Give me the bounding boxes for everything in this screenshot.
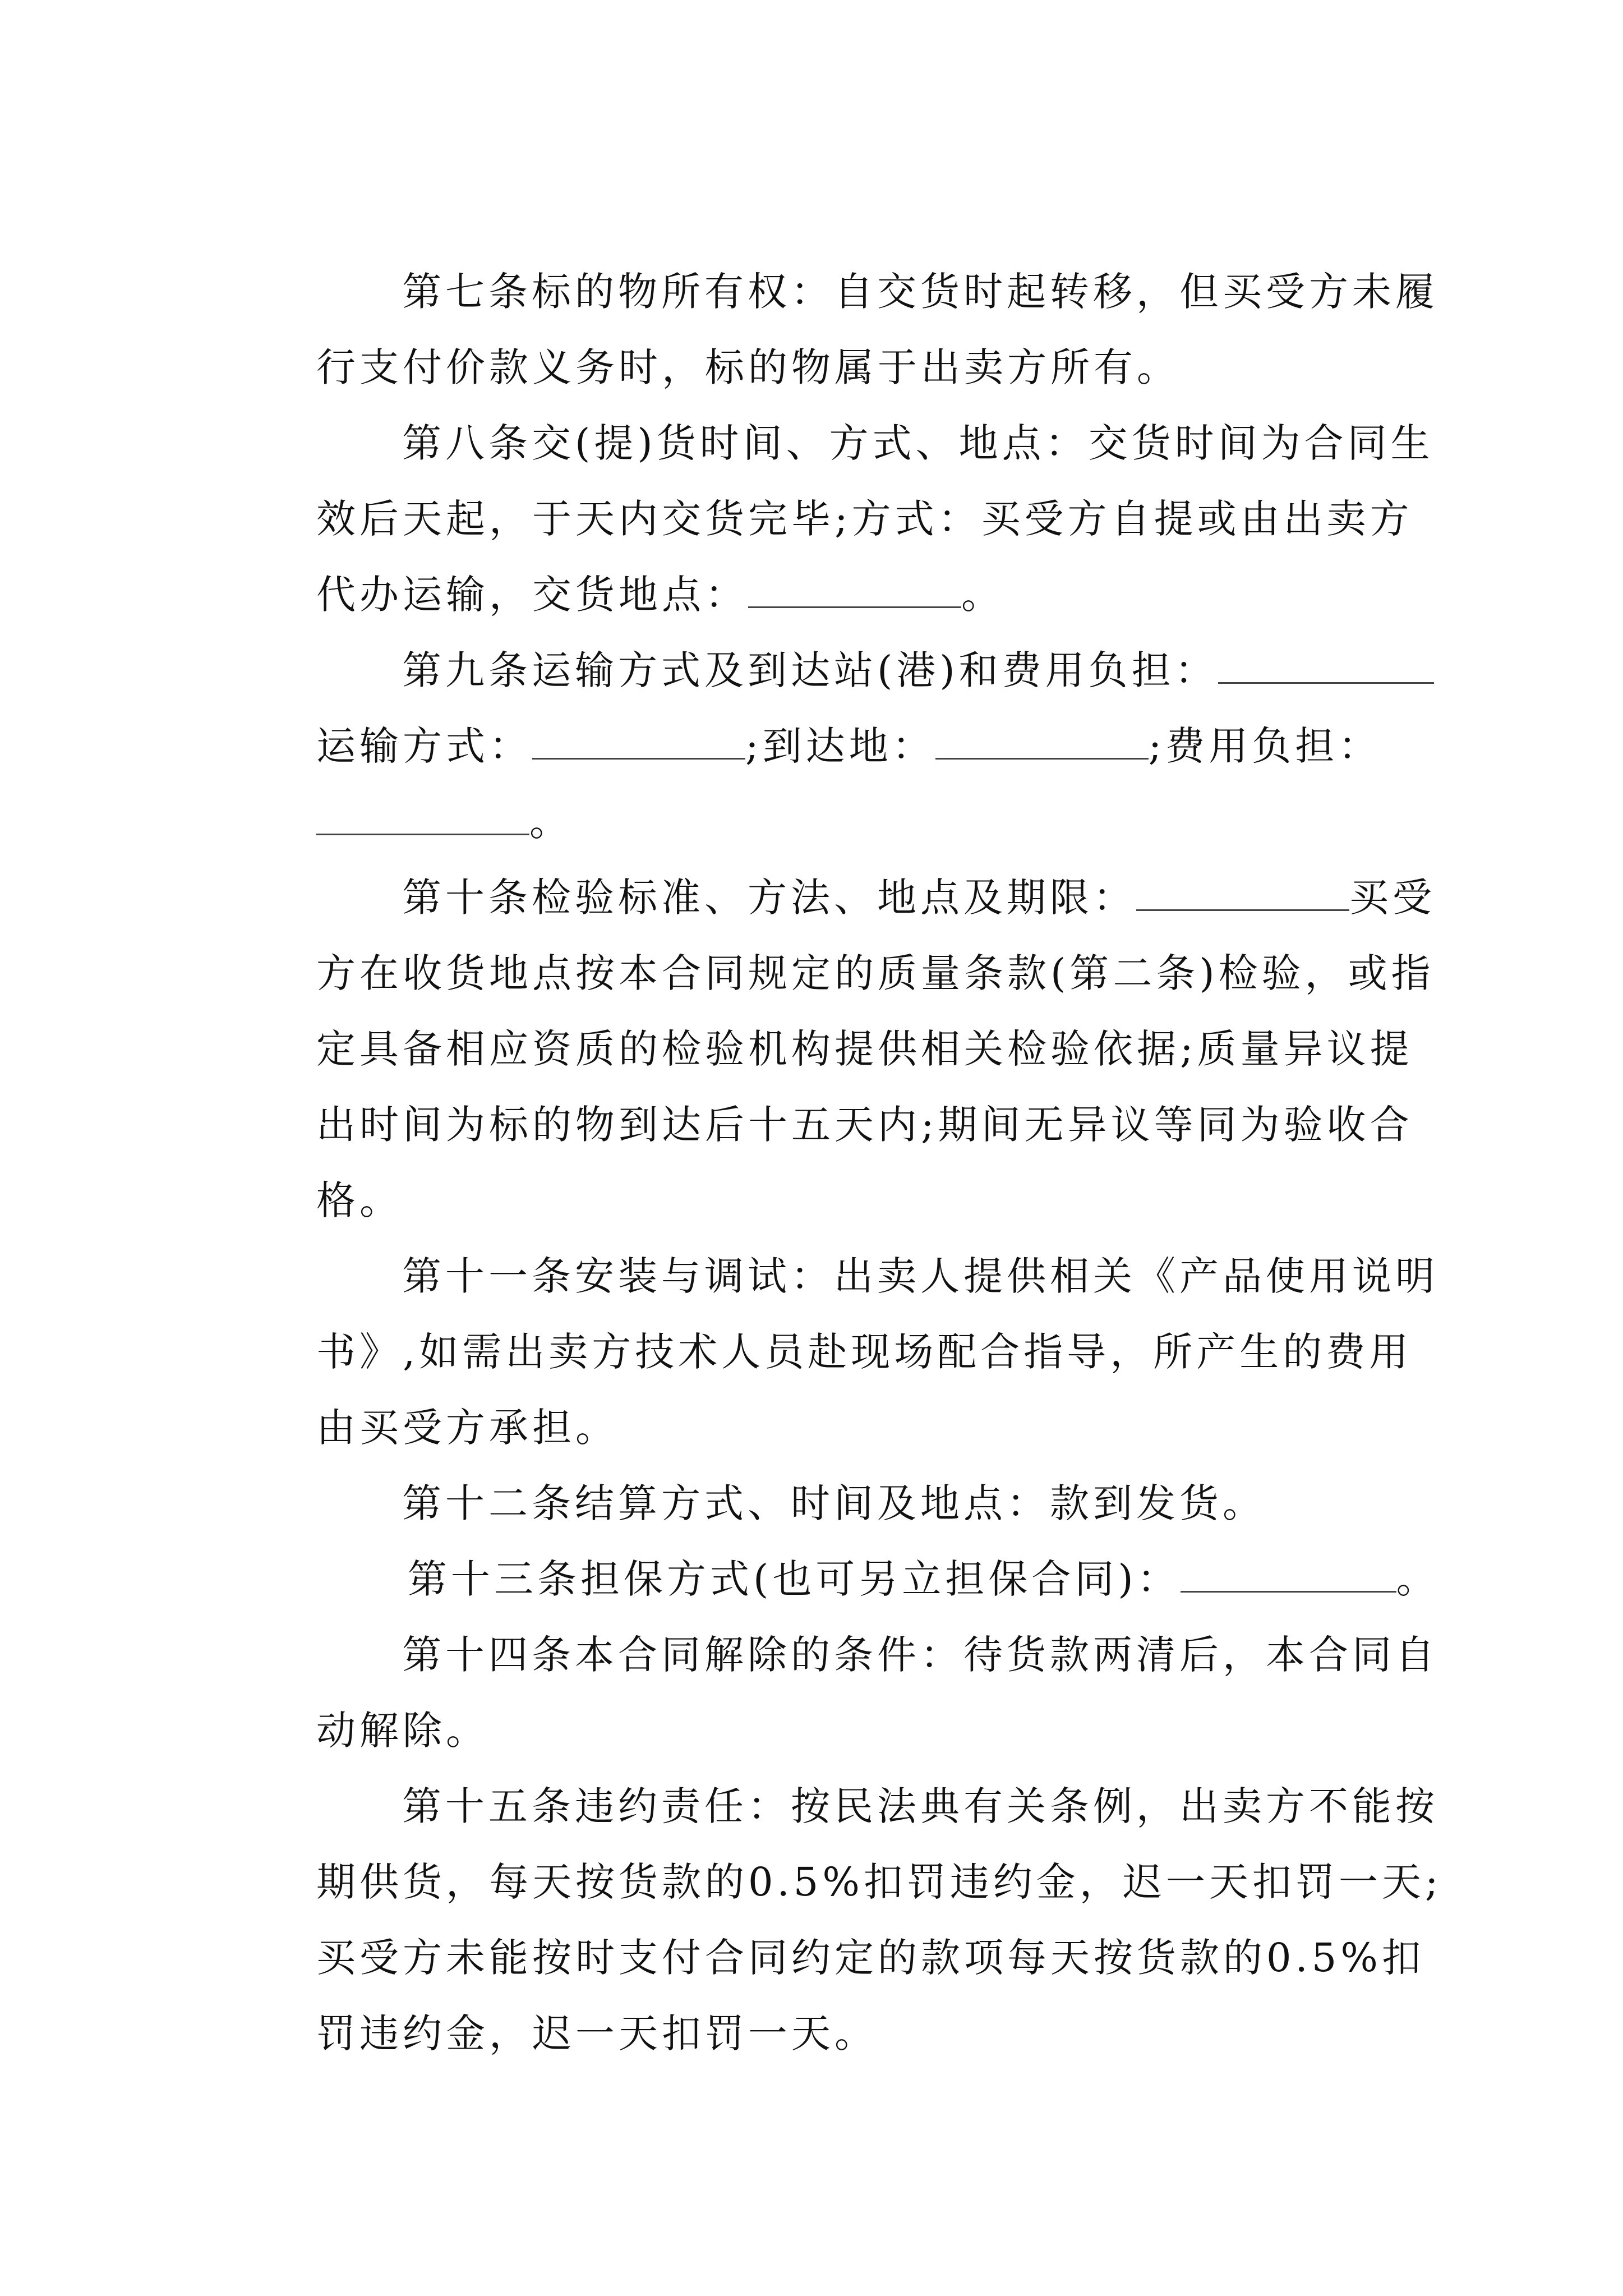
cost-bearing-label: ;费用负担： — [1148, 723, 1382, 769]
article-15-line-3: 买受方未能按时支付合同约定的款项每天按货款的0.5%扣 — [316, 1935, 1425, 1981]
text-line-20 — [251, 1655, 1623, 1754]
text-line-16 — [251, 1352, 1623, 1451]
text-line-19 — [336, 1579, 1623, 1678]
text-line-18 — [342, 1503, 1623, 1602]
article-13: 第十三条担保方式(也可另立担保合同)： — [408, 1556, 1181, 1602]
article-15-line-2: 期供货，每天按货款的0.5%扣罚违约金，迟一天扣罚一天; — [316, 1859, 1442, 1905]
article-10-line-4: 出时间为标的物到达后十五天内;期间无异议等同为验收合 — [316, 1102, 1413, 1148]
period: 。 — [961, 572, 1005, 618]
text-line-9 — [336, 822, 1623, 921]
text-line-13 — [251, 1125, 1623, 1223]
article-12: 第十二条结算方式、时间及地点：款到发货。 — [402, 1480, 1266, 1526]
article-10-line-1: 第十条检验标准、方法、地点及期限： — [402, 875, 1137, 921]
text-line-6 — [336, 595, 1623, 693]
text-line-17 — [336, 1428, 1623, 1526]
period: 。 — [529, 799, 573, 845]
destination-label: ;到达地： — [745, 723, 935, 769]
text-line-4 — [251, 443, 1623, 542]
article-7-line-2: 行支付价款义务时，标的物属于出卖方所有。 — [316, 344, 1181, 390]
article-10-line-5: 格。 — [316, 1177, 403, 1223]
text-line-8 — [251, 746, 1623, 845]
article-8-line-3: 代办运输，交货地点： — [316, 572, 749, 618]
text-line-5 — [251, 519, 1623, 618]
text-line-15 — [251, 1276, 1623, 1375]
period: 。 — [1396, 1556, 1440, 1602]
text-line-12 — [251, 1049, 1623, 1148]
text-line-22 — [251, 1806, 1623, 1905]
article-10-line-3: 定具备相应资质的检验机构提供相关检验依据;质量异议提 — [316, 1026, 1413, 1072]
article-15-line-4: 罚违约金，迟一天扣罚一天。 — [316, 2010, 878, 2056]
text-line-3 — [336, 367, 1623, 466]
article-10-line-1-end: 买受 — [1349, 875, 1436, 921]
article-7-line-1: 第七条标的物所有权：自交货时起转移，但买受方未履 — [402, 269, 1439, 315]
article-10-line-2: 方在收货地点按本合同规定的质量条款(第二条)检验，或指 — [316, 950, 1435, 996]
text-line-2 — [251, 292, 1623, 390]
article-8-line-1: 第八条交(提)货时间、方式、地点：交货时间为合同生 — [402, 420, 1434, 466]
article-9-line-1: 第九条运输方式及到达站(港)和费用负担： — [402, 647, 1218, 693]
text-line-10 — [251, 898, 1623, 996]
text-line-23 — [251, 1882, 1623, 1981]
text-line-11 — [251, 973, 1623, 1072]
article-15-line-1: 第十五条违约责任：按民法典有关条例，出卖方不能按 — [402, 1783, 1439, 1829]
article-14-line-1: 第十四条本合同解除的条件：待货款两清后，本合同自 — [402, 1632, 1439, 1678]
text-line-21 — [336, 1731, 1623, 1829]
article-11-line-3: 由买受方承担。 — [316, 1405, 619, 1451]
article-8-line-2: 效后天起，于天内交货完毕;方式：买受方自提或由出卖方 — [316, 496, 1413, 542]
text-line-24 — [251, 1958, 1623, 2056]
text-line-7 — [251, 670, 1623, 769]
text-line-1 — [336, 216, 1623, 315]
article-11-line-2: 书》,如需出卖方技术人员赴现场配合指导，所产生的费用 — [316, 1329, 1413, 1375]
transport-mode-label: 运输方式： — [316, 723, 533, 769]
article-11-line-1: 第十一条安装与调试：出卖人提供相关《产品使用说明 — [402, 1253, 1439, 1299]
article-14-line-2: 动解除。 — [316, 1708, 490, 1754]
text-line-14 — [336, 1200, 1623, 1299]
